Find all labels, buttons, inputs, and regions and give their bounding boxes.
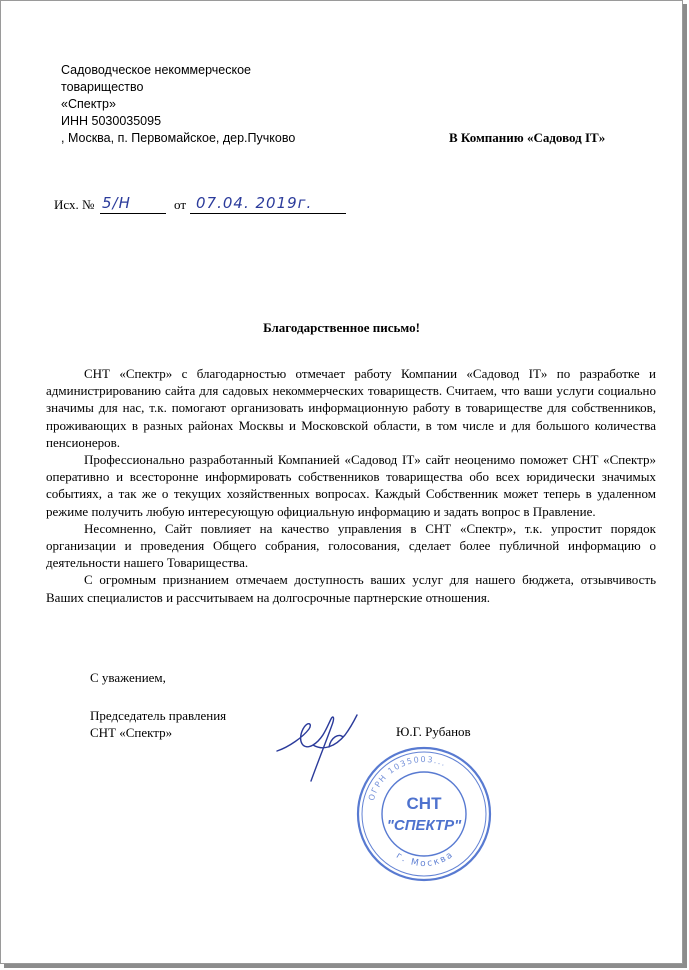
organization-stamp <box>354 744 494 884</box>
reference-date-label: от <box>174 197 187 212</box>
sender-line: , Москва, п. Первомайское, дер.Пучково <box>61 131 296 145</box>
reference-number-label: Исх. № <box>54 197 95 212</box>
signatory-position-line: Председатель правления <box>90 708 227 723</box>
body-paragraph: СНТ «Спектр» с благодарностью отмечает работу Компании «Садовод IT» по разработке и администрированию сайта для садовых некоммерческих товариществ. Считаем, что ваши услуги социально значимы для нас, т.к. помогают организовать информационную работу в товариществе для собственников, проживающих в разных районах Москвы и Московской области, в том числе и для большого количества пенсионеров. <box>46 366 656 450</box>
svg-text:г. Москва <box>394 850 456 870</box>
letter-title: Благодарственное письмо! <box>263 320 420 335</box>
stamp-center-line: СНТ <box>406 794 442 813</box>
closing: С уважением, <box>90 670 166 685</box>
recipient: В Компанию «Садовод IT» <box>449 130 606 145</box>
sender-line: ИНН 5030035095 <box>61 114 162 128</box>
body-paragraph: Профессионально разработанный Компанией «Садовод IT» сайт неоценимо поможет СНТ «Спектр» оперативно и всесторонне информировать собственников товарищества обо всех юридически значимых событиях, а так же о текущих хозяйственных вопросах. Каждый Собственник может теперь в удаленном режиме получить любую интересующую официальную информацию и задать вопрос в Правление. <box>46 452 656 519</box>
sender-line: «Спектр» <box>61 97 116 111</box>
stamp-center-line: "СПЕКТР" <box>386 817 462 834</box>
stamp-ring-bottom-text: г. Москва <box>394 849 457 870</box>
body-paragraph: Несомненно, Сайт повлияет на качество управления в СНТ «Спектр», т.к. упростит порядок организации и проведения Общего собрания, голосования, сделает более публичной информацию о деятельности нашего Товарищества. <box>46 520 656 571</box>
sender-block <box>61 62 295 147</box>
body-paragraph: С огромным признанием отмечаем доступность ваших услуг для нашего бюджета, отзывчивость Ваших специалистов и рассчитываем на долгосрочные партнерские отношения. <box>46 572 656 605</box>
signatory-position <box>90 707 226 741</box>
sender-line: Садоводческое некоммерческое <box>61 63 251 77</box>
signatory-position-line: СНТ «Спектр» <box>90 725 173 740</box>
sender-line: товарищество <box>61 80 144 94</box>
stamp-ring-top-text: ОГРН 1035003... <box>366 754 448 802</box>
letter-body <box>46 365 656 606</box>
reference-date-value: 07.04. 2019г. <box>190 194 346 214</box>
signatory-name: Ю.Г. Рубанов <box>396 724 471 739</box>
reference-number-value: 5/Н <box>100 194 166 214</box>
